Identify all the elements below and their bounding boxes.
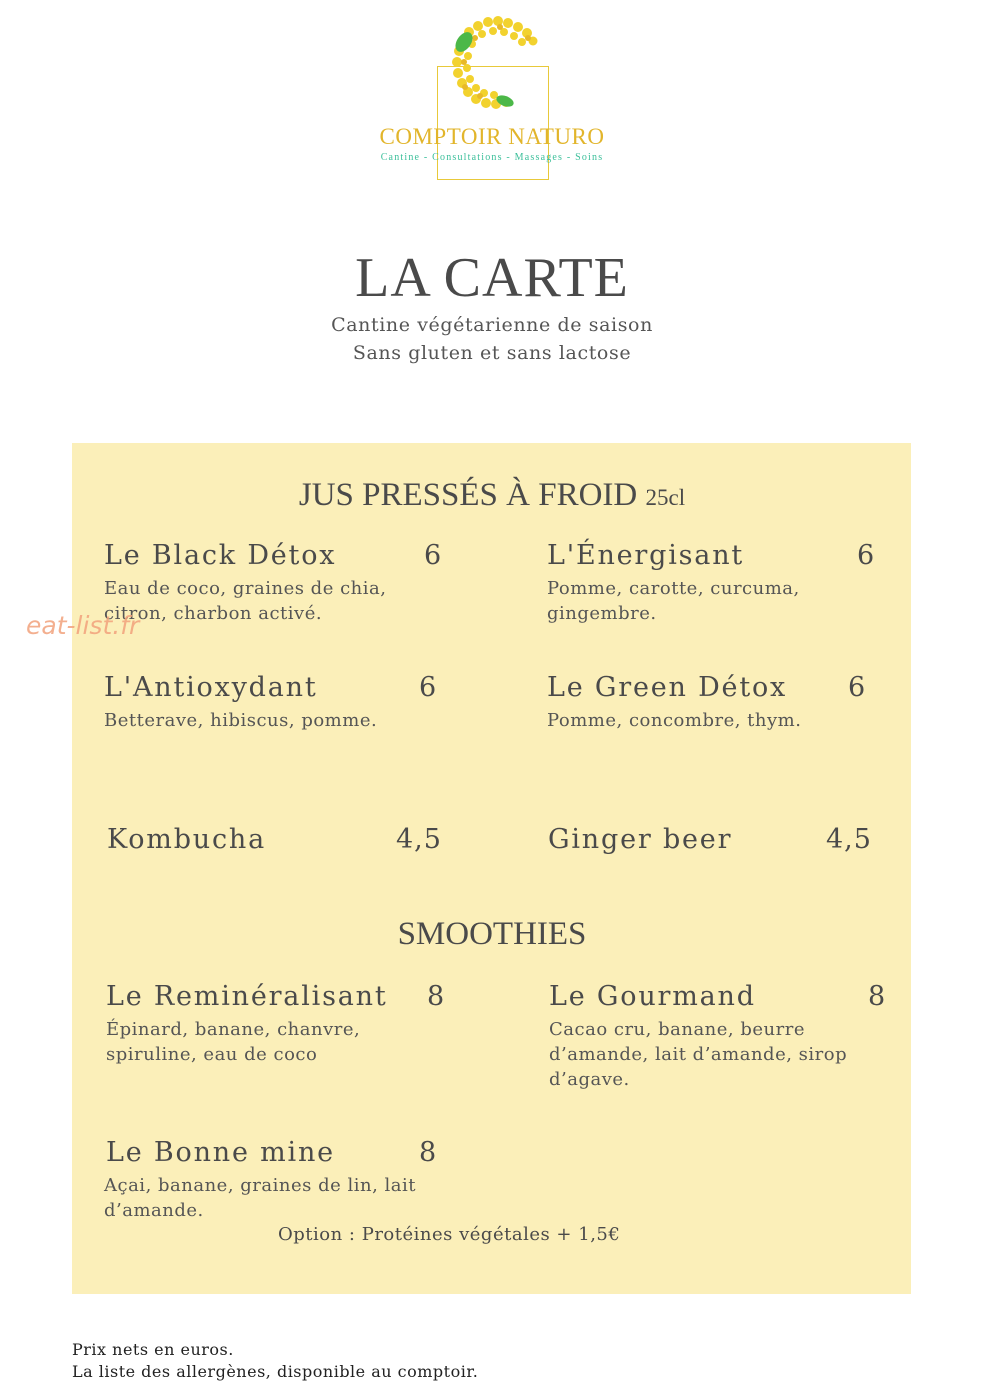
section-title-juices-text: JUS PRESSÉS À FROID: [298, 477, 638, 513]
juice-item-desc: Betterave, hibiscus, pomme.: [104, 710, 378, 731]
drink-item-name: Kombucha: [107, 824, 266, 855]
subtitle-gluten-free: Sans gluten et sans lactose: [352, 342, 632, 364]
drink-item-name: Ginger beer: [548, 824, 733, 855]
juice-item-desc: citron, charbon activé.: [104, 603, 323, 624]
smoothie-item-name: Le Reminéralisant: [106, 981, 388, 1012]
smoothie-item-desc: Cacao cru, banane, beurre: [549, 1019, 805, 1040]
juice-item-desc: Pomme, concombre, thym.: [547, 710, 802, 731]
juice-item-desc: Eau de coco, graines de chia,: [104, 578, 387, 599]
juice-item-desc: Pomme, carotte, curcuma,: [547, 578, 800, 599]
smoothie-item-desc: Açai, banane, graines de lin, lait: [104, 1175, 417, 1196]
smoothie-item-name: Le Gourmand: [549, 981, 756, 1012]
juice-item-price: 6: [857, 540, 876, 571]
smoothie-item-desc: spiruline, eau de coco: [106, 1044, 318, 1065]
smoothie-item-price: 8: [427, 981, 446, 1012]
footer-allergens-note: La liste des allergènes, disponible au comptoir.: [72, 1362, 479, 1381]
smoothie-item-price: 8: [419, 1137, 438, 1168]
juice-item-price: 6: [419, 672, 438, 703]
juice-item-name: L'Énergisant: [547, 540, 745, 571]
smoothie-item-desc: d’amande.: [104, 1200, 204, 1221]
logo-c-icon: [438, 14, 548, 114]
subtitle-seasonal: Cantine végétarienne de saison: [331, 314, 653, 336]
juice-item-name: Le Black Détox: [104, 540, 337, 571]
section-title-juices-unit: 25cl: [645, 485, 686, 510]
protein-option-note: Option : Protéines végétales + 1,5€: [278, 1224, 621, 1245]
section-title-smoothies: SMOOTHIES: [397, 916, 587, 952]
smoothie-item-desc: d’agave.: [549, 1069, 630, 1090]
section-title-juices: [0, 477, 984, 514]
smoothie-item-desc: d’amande, lait d’amande, sirop: [549, 1044, 848, 1065]
drink-item-price: 4,5: [826, 824, 872, 855]
juice-item-price: 6: [424, 540, 443, 571]
page-title: LA CARTE: [355, 247, 629, 309]
juice-item-name: Le Green Détox: [547, 672, 788, 703]
smoothie-item-name: Le Bonne mine: [106, 1137, 335, 1168]
juice-item-desc: gingembre.: [547, 603, 657, 624]
brand-tagline: Cantine - Consultations - Massages - Soins: [380, 152, 604, 163]
juice-item-price: 6: [848, 672, 867, 703]
footer-prices-note: Prix nets en euros.: [72, 1340, 234, 1359]
juice-item-name: L'Antioxydant: [104, 672, 318, 703]
drink-item-price: 4,5: [396, 824, 442, 855]
smoothie-item-desc: Épinard, banane, chanvre,: [106, 1019, 361, 1040]
smoothie-item-price: 8: [868, 981, 887, 1012]
brand-name: COMPTOIR NATURO: [379, 124, 605, 149]
watermark-text: eat-list.fr: [26, 611, 140, 640]
